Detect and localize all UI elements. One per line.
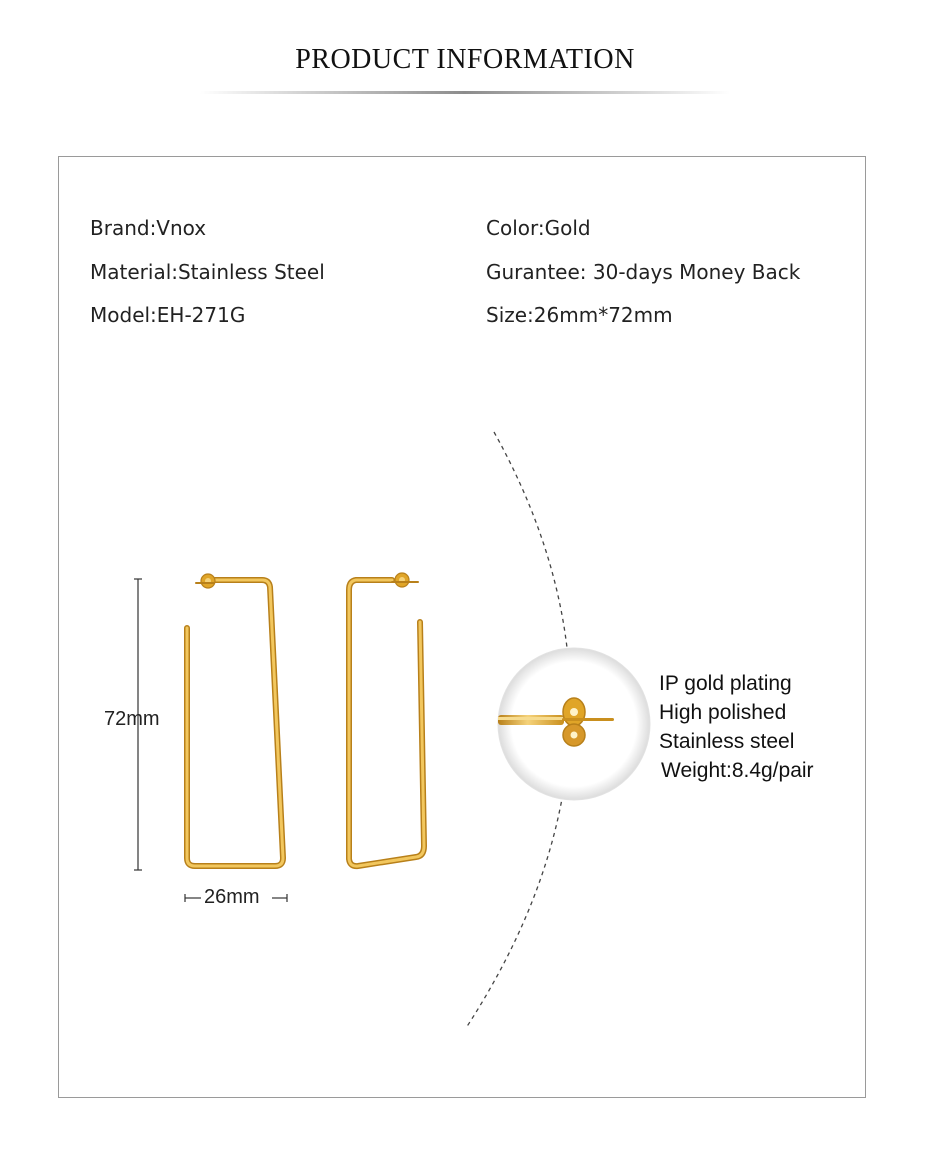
- closeup-circle: [498, 648, 650, 800]
- feature-plating: IP gold plating: [659, 672, 792, 695]
- feature-material: Stainless steel: [659, 730, 795, 753]
- width-label: 26mm: [204, 886, 260, 908]
- height-label: 72mm: [104, 708, 160, 730]
- feature-weight: Weight:8.4g/pair: [661, 759, 814, 782]
- earring-right: [349, 573, 424, 866]
- spec-size: Size:26mm*72mm: [486, 303, 673, 327]
- spec-material: Material:Stainless Steel: [90, 260, 325, 284]
- earring-left: [187, 574, 283, 866]
- spec-color: Color:Gold: [486, 216, 591, 240]
- spec-guarantee: Gurantee: 30-days Money Back: [486, 260, 801, 284]
- spec-model: Model:EH-271G: [90, 303, 246, 327]
- page-title: PRODUCT INFORMATION: [295, 44, 635, 75]
- spec-brand: Brand:Vnox: [90, 216, 207, 240]
- feature-polish: High polished: [659, 701, 787, 724]
